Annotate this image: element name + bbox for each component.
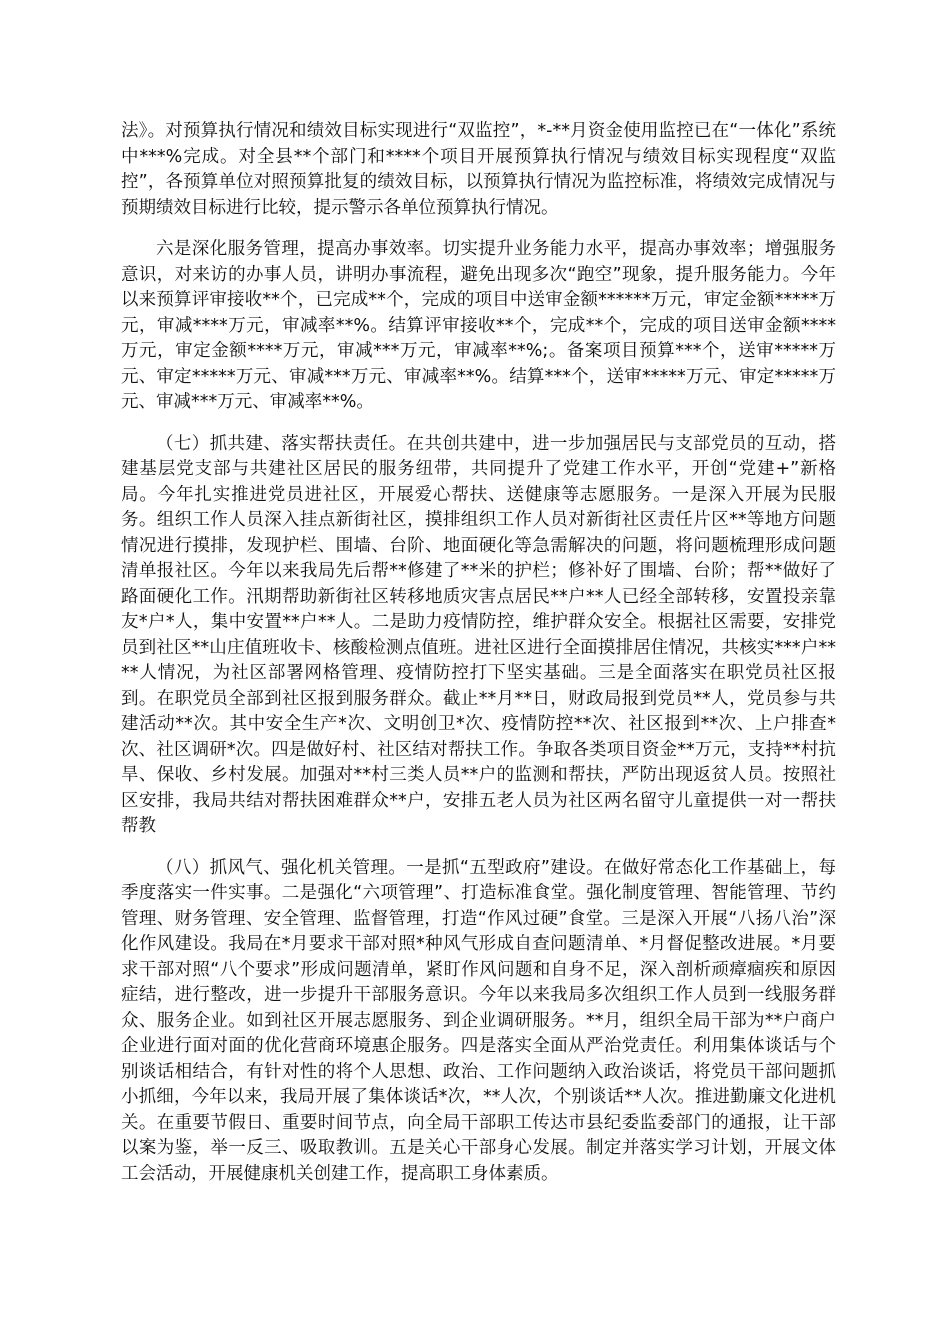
paragraph-service-management: 六是深化服务管理，提高办事效率。切实提升业务能力水平，提高办事效率；增强服务意识，对来访的办事人员，讲明办事流程，避免出现多次“跑空”现象，提升服务能力。今年以来预算评审接收**个，已完成**个，完成的项目中送审金额******万元，审定金额*****万元，审减****万元，审减率**%。结算评审接收**个，完成**个，完成的项目送审金额****万元，审定金额****万元，审减***万元，审减率**%;。备案项目预算***个，送审*****万元、审定*****万元、审减***万元、审减率**%。结算***个，送审*****万元、审定*****万元、审减***万元、审减率**%。 xyxy=(121,239,836,412)
paragraph-budget-monitoring: 法》。对预算执行情况和绩效目标实现进行“双监控”，*-**月资金使用监控已在“一体化”系统中***%完成。对全县**个部门和****个项目开展预算执行情况与绩效目标实现程度“双监控”，各预算单位对照预算批复的绩效目标，以预算执行情况为监控标准，将绩效完成情况与预期绩效目标进行比较，提示警示各单位预算执行情况。 xyxy=(121,121,836,218)
document-page xyxy=(121,119,836,1187)
paragraph-section-seven: （七）抓共建、落实帮扶责任。在共创共建中，进一步加强居民与支部党员的互动，搭建基层党支部与共建社区居民的服务纽带，共同提升了党建工作水平，开创“党建+”新格局。今年扎实推进党员进社区，开展爱心帮扶、送健康等志愿服务。一是深入开展为民服务。组织工作人员深入挂点新街社区，摸排组织工作人员对新街社区责任片区**等地方问题情况进行摸排，发现护栏、围墙、台阶、地面硬化等急需解决的问题，将问题梳理形成问题清单报社区。今年以来我局先后帮**修建了**米的护栏；修补好了围墙、台阶；帮**做好了路面硬化工作。汛期帮助新街社区转移地质灾害点居民**户**人已经全部转移，安置投亲靠友*户*人，集中安置**户**人。二是助力疫情防控，维护群众安全。根据社区需要，安排党员到社区**山庄值班收卡、核酸检测点值班。进社区进行全面摸排居住情况，共核实***户****人情况，为社区部署网格管理、疫情防控打下坚实基础。三是全面落实在职党员社区报到。在职党员全部到社区报到服务群众。截止**月**日，财政局报到党员**人，党员参与共建活动**次。其中安全生产*次、文明创卫*次、疫情防控**次、社区报到**次、上户排查*次、社区调研*次。四是做好村、社区结对帮扶工作。争取各类项目资金**万元，支持**村抗旱、保收、乡村发展。加强对**村三类人员**户的监测和帮扶，严防出现返贫人员。按照社区安排，我局共结对帮扶困难群众**户，安排五老人员为社区两名留守儿童提供一对一帮扶帮教 xyxy=(121,433,836,836)
paragraph-section-eight: （八）抓风气、强化机关管理。一是抓“五型政府”建设。在做好常态化工作基础上，每季度落实一件实事。二是强化“六项管理”、打造标准食堂。强化制度管理、智能管理、节约管理、财务管理、安全管理、监督管理，打造“作风过硬”食堂。三是深入开展“八扬八治”深化作风建设。我局在*月要求干部对照*种风气形成自查问题清单、*月督促整改进展。*月要求干部对照“八个要求”形成问题清单，紧盯作风问题和自身不足，深入剖析顽瘴痼疾和原因症结，进行整改，进一步提升干部服务意识。今年以来我局多次组织工作人员到一线服务群众、服务企业。如到社区开展志愿服务、到企业调研服务。**月，组织全局干部为**户商户企业进行面对面的优化营商环境惠企服务。四是落实全面从严治党责任。利用集体谈话与个别谈话相结合，有针对性的将个人思想、政治、工作问题纳入政治谈话，将党员干部问题抓小抓细，今年以来，我局开展了集体谈话*次，**人次，个别谈话**人次。推进勤廉文化进机关。在重要节假日、重要时间节点，向全局干部职工传达市县纪委监委部门的通报，让干部以案为鉴，举一反三、吸取教训。五是关心干部身心发展。制定并落实学习计划，开展文体工会活动，开展健康机关创建工作，提高职工身体素质。 xyxy=(121,857,836,1184)
